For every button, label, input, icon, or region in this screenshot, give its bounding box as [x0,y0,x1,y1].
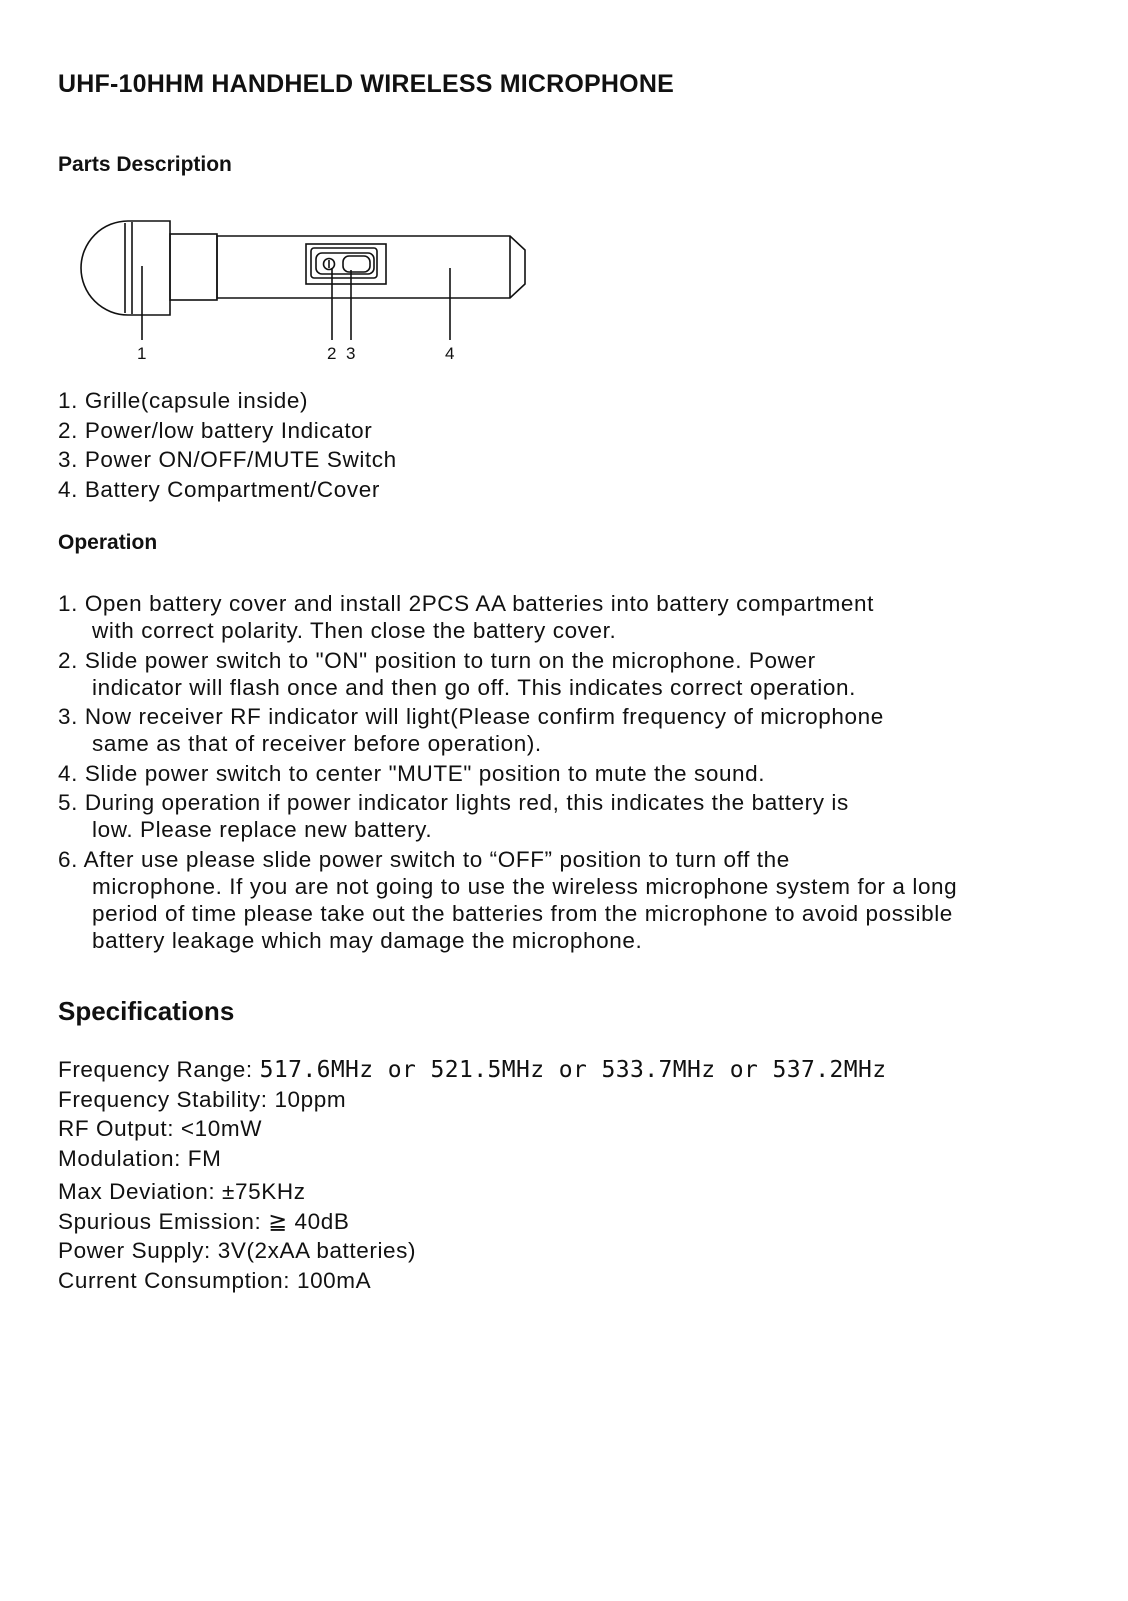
handle-shape [217,236,525,298]
step-text: 3. Now receiver RF indicator will light(Please confirm frequency of microphone [58,704,884,729]
list-item [58,789,1018,843]
step-text: 1. Open battery cover and install 2PCS AA batteries into battery compartment [58,591,875,616]
list-item [58,703,1018,757]
page-title: UHF-10HHM HANDHELD WIRELESS MICROPHONE [58,70,674,98]
operation-heading: Operation [58,531,158,554]
spec-item: Modulation: FM [58,1145,222,1171]
spec-frequency-range [58,1055,886,1085]
microphone-illustration [70,212,540,367]
spec-item: Spurious Emission: ≧ 40dB [58,1208,350,1234]
list-item [58,760,1018,787]
list-item [58,647,1018,701]
diagram-label-2: 2 [327,344,337,363]
step-text: 6. After use please slide power switch to “OFF” position to turn off the [58,846,790,872]
spec-item: Frequency Stability: 10ppm [58,1086,347,1112]
step-continuation: with correct polarity. Then close the battery cover. [92,618,617,643]
spec-item: Power Supply: 3V(2xAA batteries) [58,1238,417,1263]
step-text: 4. Slide power switch to center "MUTE" position to mute the sound. [58,760,766,786]
list-item [58,590,1018,644]
spec-label: Frequency Range: [58,1057,253,1082]
spec-item: Current Consumption: 100mA [58,1267,372,1293]
step-continuation: low. Please replace new battery. [92,817,433,842]
parts-heading: Parts Description [58,153,232,176]
parts-list [58,386,397,504]
step-continuation: indicator will flash once and then go off. This indicates correct operation. [92,674,856,700]
specifications-list [58,1055,886,1295]
spec-item: Max Deviation: ±75KHz [58,1179,306,1204]
spec-item: RF Output: <10mW [58,1116,263,1141]
diagram-label-3: 3 [346,344,356,363]
step-text: 5. During operation if power indicator lights red, this indicates the battery is [58,790,849,815]
step-continuation: microphone. If you are not going to use the wireless microphone system for a long period of time please take out the batteries from the microphone to avoid possible battery leakage which may damage the microphone. [92,873,958,953]
microphone-diagram [70,212,540,372]
list-item: 2. Power/low battery Indicator [58,417,373,443]
step-continuation: same as that of receiver before operation). [92,731,542,756]
list-item: 1. Grille(capsule inside) [58,388,309,413]
list-item [58,846,1018,954]
operation-steps [58,590,1018,956]
list-item: 3. Power ON/OFF/MUTE Switch [58,447,397,472]
step-text: 2. Slide power switch to "ON" position to turn on the microphone. Power [58,647,816,673]
list-item: 4. Battery Compartment/Cover [58,476,380,502]
specifications-heading: Specifications [58,996,235,1026]
diagram-label-4: 4 [445,344,455,363]
diagram-label-1: 1 [137,344,147,363]
spec-value: 517.6MHz or 521.5MHz or 533.7MHz or 537.2MHz [259,1057,887,1083]
slide-switch-knob [343,256,370,272]
